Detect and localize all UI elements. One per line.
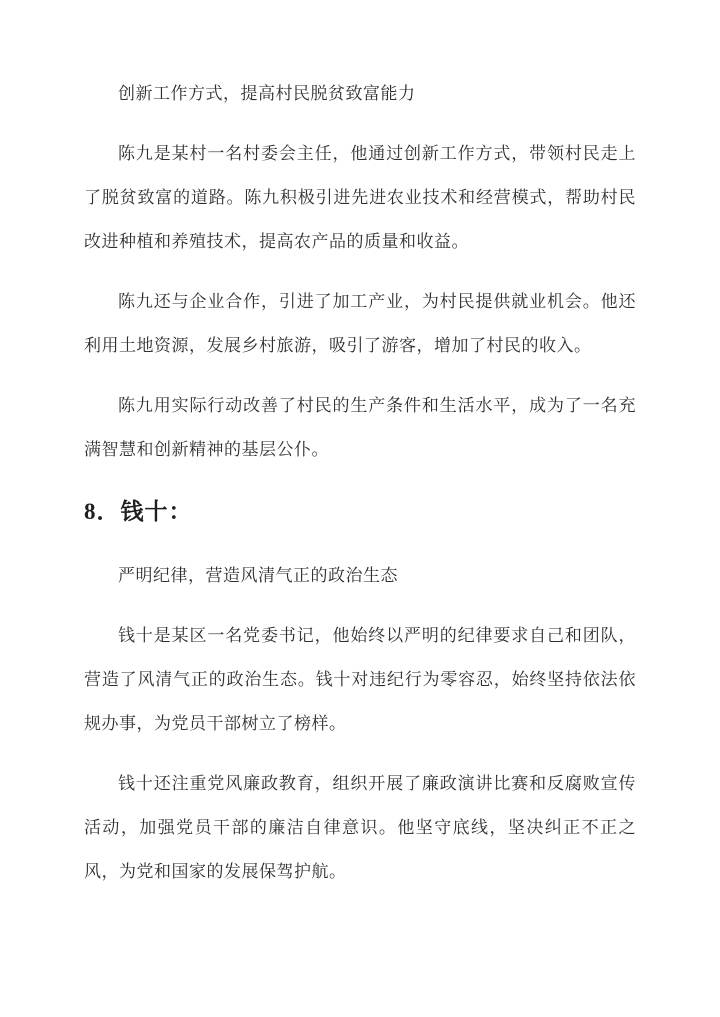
qian-paragraph-1: 钱十是某区一名党委书记，他始终以严明的纪律要求自己和团队，营造了风清气正的政治生态。钱十对违纪行为零容忍，始终坚持依法依规办事，为党员干部树立了榜样。 bbox=[84, 626, 636, 733]
chen-paragraph-3: 陈九用实际行动改善了村民的生产条件和生活水平，成为了一名充满智慧和创新精神的基层公仆。 bbox=[84, 396, 636, 459]
qian-section-heading: 8．钱十： bbox=[84, 499, 193, 524]
qian-paragraph-2: 钱十还注重党风廉政教育，组织开展了廉政演讲比赛和反腐败宣传活动，加强党员干部的廉洁自律意识。他坚守底线，坚决纠正不正之风，为党和国家的发展保驾护航。 bbox=[84, 774, 636, 881]
chen-section-subtitle: 创新工作方式，提高村民脱贫致富能力 bbox=[118, 84, 416, 103]
qian-section-subtitle: 严明纪律，营造风清气正的政治生态 bbox=[118, 566, 398, 585]
chen-paragraph-1: 陈九是某村一名村委会主任，他通过创新工作方式，带领村民走上了脱贫致富的道路。陈九积极引进先进农业技术和经营模式，帮助村民改进种植和养殖技术，提高农产品的质量和收益。 bbox=[84, 144, 636, 251]
chen-paragraph-2: 陈九还与企业合作，引进了加工产业，为村民提供就业机会。他还利用土地资源，发展乡村旅游，吸引了游客，增加了村民的收入。 bbox=[84, 292, 636, 355]
